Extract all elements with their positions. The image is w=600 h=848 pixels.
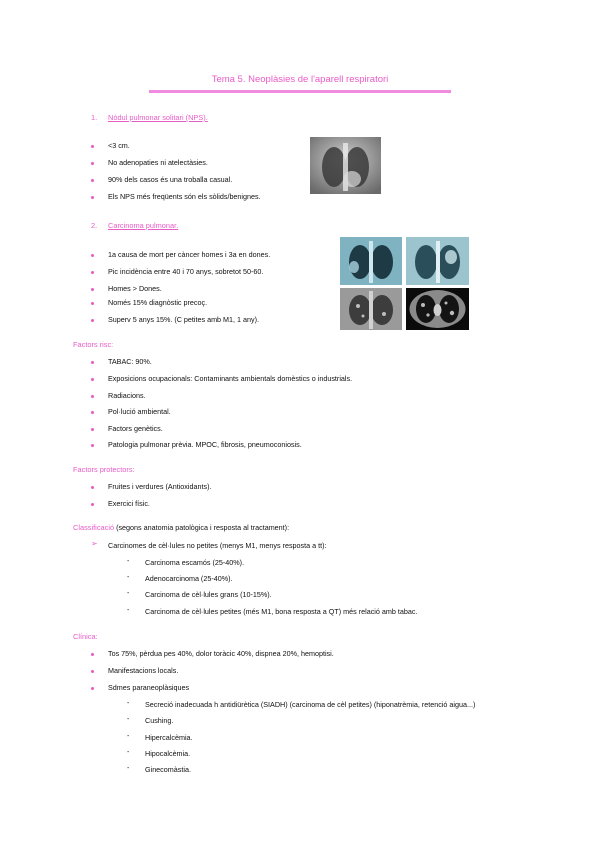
list-item: TABAC: 90%. [108,357,152,366]
title-underline [149,90,451,93]
list-item: Els NPS més freqüents són els sòlids/benignes. [108,192,261,201]
bullet-dot [91,670,94,673]
list-item: 90% dels casos és una troballa casual. [108,175,233,184]
list-item: Cushing. [145,716,174,725]
list-item: Superv 5 anys 15%. (C petites amb M1, 1 any). [108,315,260,324]
section-number: 1. [91,113,98,122]
section-number: 2. [91,221,98,230]
list-item: <3 cm. [108,141,130,150]
page-title: Tema 5. Neoplàsies de l'aparell respiratori [211,74,389,85]
section-heading [73,523,289,532]
bullet-dot [91,411,94,414]
bullet-dot [91,288,94,291]
list-item: Ginecomàstia. [145,765,191,774]
bullet-dot [91,378,94,381]
list-item: Secreció inadecuada h antidiürètica (SIADH) (carcinoma de cèl petites) (hiponatrèmia, retenció aigua...) [145,700,476,709]
section-heading [108,113,208,122]
dash-bullet: - [127,733,130,740]
list-item: Exercici físic. [108,499,150,508]
bullet-dot [91,271,94,274]
section-heading: Factors protectors: [73,465,135,474]
list-item: Pol·lució ambiental. [108,407,171,416]
bullet-dot [91,687,94,690]
dash-bullet: - [127,716,130,723]
list-item: Carcinomes de cèl·lules no petites (menys M1, menys resposta a tt): [108,541,327,550]
section-heading [108,221,178,230]
bullet-dot [91,319,94,322]
chest-xray-image [406,237,469,285]
chest-xray-image [340,288,402,330]
list-item: Hipercalcèmia. [145,733,193,742]
bullet-dot [91,145,94,148]
list-item: Carcinoma de cèl·lules petites (més M1, bona resposta a QT) més relació amb tabac. [145,607,418,616]
bullet-dot [91,302,94,305]
ct-scan-image [406,288,469,330]
dash-bullet: - [127,574,130,581]
list-item: Manifestacions locals. [108,666,179,675]
dash-bullet: - [127,749,130,756]
dash-bullet: - [127,765,130,772]
bullet-dot [91,653,94,656]
list-item: Pic incidència entre 40 i 70 anys, sobretot 50-60. [108,267,264,276]
section-heading-text: Carcinoma pulmonar. [108,221,179,230]
bullet-dot [91,503,94,506]
section-heading: Factors risc: [73,340,114,349]
bullet-dot [91,361,94,364]
list-item: Carcinoma de cèl·lules grans (10-15%). [145,590,272,599]
bullet-dot [91,428,94,431]
bullet-dot [91,179,94,182]
list-item: Factors genètics. [108,424,163,433]
bullet-dot [91,254,94,257]
section-heading: Clínica: [73,632,98,641]
list-item: Homes > Dones. [108,284,162,293]
list-item: Adenocarcinoma (25-40%). [145,574,233,583]
list-item: Radiacions. [108,391,146,400]
list-item: Només 15% diagnòstic precoç. [108,298,208,307]
section-heading-detail: (segons anatomia patològica i resposta al tractament): [114,523,290,532]
list-item: Carcinoma escamós (25-40%). [145,558,245,567]
section-heading-text: Nòdul pulmonar solitari (NPS). [108,113,208,122]
list-item: 1a causa de mort per càncer homes i 3a en dones. [108,250,271,259]
list-item: Sdmes paraneoplàsiques [108,683,190,692]
bullet-dot [91,162,94,165]
dash-bullet: - [127,590,130,597]
list-item: Exposicions ocupacionals: Contaminants ambientals domèstics o industrials. [108,374,353,383]
dash-bullet: - [127,558,130,565]
chest-xray-image [310,137,381,194]
bullet-dot [91,486,94,489]
section-heading-text: Classificació [73,523,115,532]
bullet-dot [91,395,94,398]
chest-xray-image [340,237,402,285]
dash-bullet: - [127,607,130,614]
list-item: Patologia pulmonar prèvia. MPOC, fibrosis, pneumoconiosis. [108,440,302,449]
list-item: Fruites i verdures (Antioxidants). [108,482,212,491]
list-item: No adenopaties ni atelectàsies. [108,158,208,167]
bullet-dot [91,444,94,447]
list-item: Hipocalcèmia. [145,749,191,758]
list-item: Tos 75%, pèrdua pes 40%, dolor toràcic 40%, dispnea 20%, hemoptisi. [108,649,334,658]
bullet-dot [91,196,94,199]
dash-bullet: - [127,700,130,707]
arrow-bullet: ➢ [91,539,98,548]
